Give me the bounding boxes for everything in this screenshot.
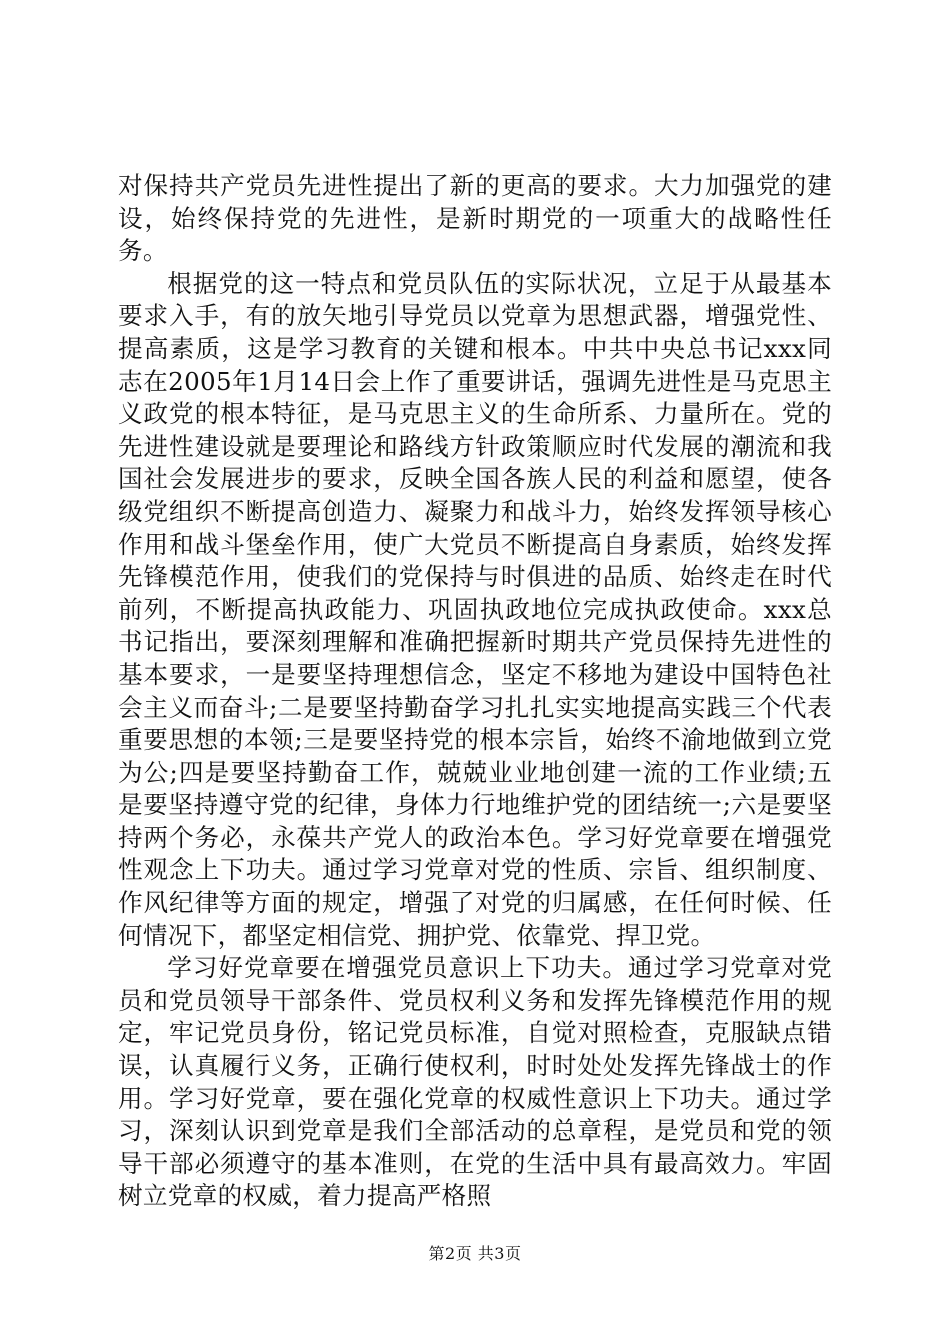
paragraph-3: 学习好党章要在增强党员意识上下功夫。通过学习党章对党员和党员领导干部条件、党员权利义务和发挥先锋模范作用的规定，牢记党员身份，铭记党员标准，自觉对照检查，克服缺点错误，认真履行义务，正确行使权利，时时处处发挥先锋战士的作用。学习好党章，要在强化党章的权威性意识上下功夫。通过学习，深刻认识到党章是我们全部活动的总章程，是党员和党的领导干部必须遵守的基本准则，在党的生活中具有最高效力。牢固树立党章的权威，着力提高严格照 bbox=[118, 953, 832, 1211]
paragraph-2: 根据党的这一特点和党员队伍的实际状况，立足于从最基本要求入手，有的放矢地引导党员以党章为思想武器，增强党性、提高素质，这是学习教育的关键和根本。中共中央总书记xxx同志在2005年1月14日会上作了重要讲话，强调先进性是马克思主义政党的根本特征，是马克思主义的生命所系、力量所在。党的先进性建设就是要理论和路线方针政策顺应时代发展的潮流和我国社会发展进步的要求，反映全国各族人民的利益和愿望，使各级党组织不断提高创造力、凝聚力和战斗力，始终发挥领导核心作用和战斗堡垒作用，使广大党员不断提高自身素质，始终发挥先锋模范作用，使我们的党保持与时俱进的品质、始终走在时代前列，不断提高执政能力、巩固执政地位完成执政使命。xxx总书记指出，要深刻理解和准确把握新时期共产党员保持先进性的基本要求，一是要坚持理想信念，坚定不移地为建设中国特色社会主义而奋斗;二是要坚持勤奋学习扎扎实实地提高实践三个代表重要思想的本领;三是要坚持党的根本宗旨，始终不渝地做到立党为公;四是要坚持勤奋工作，兢兢业业地创建一流的工作业绩;五是要坚持遵守党的纪律，身体力行地维护党的团结统一;六是要坚持两个务必，永葆共产党人的政治本色。学习好党章要在增强党性观念上下功夫。通过学习党章对党的性质、宗旨、组织制度、作风纪律等方面的规定，增强了对党的归属感，在任何时候、任何情况下，都坚定相信党、拥护党、依靠党、捍卫党。 bbox=[118, 268, 832, 950]
document-body bbox=[118, 170, 832, 1213]
page-footer: 第2页 共3页 bbox=[428, 1244, 522, 1263]
paragraph-1: 对保持共产党员先进性提出了新的更高的要求。大力加强党的建设，始终保持党的先进性，是新时期党的一项重大的战略性任务。 bbox=[118, 171, 832, 266]
